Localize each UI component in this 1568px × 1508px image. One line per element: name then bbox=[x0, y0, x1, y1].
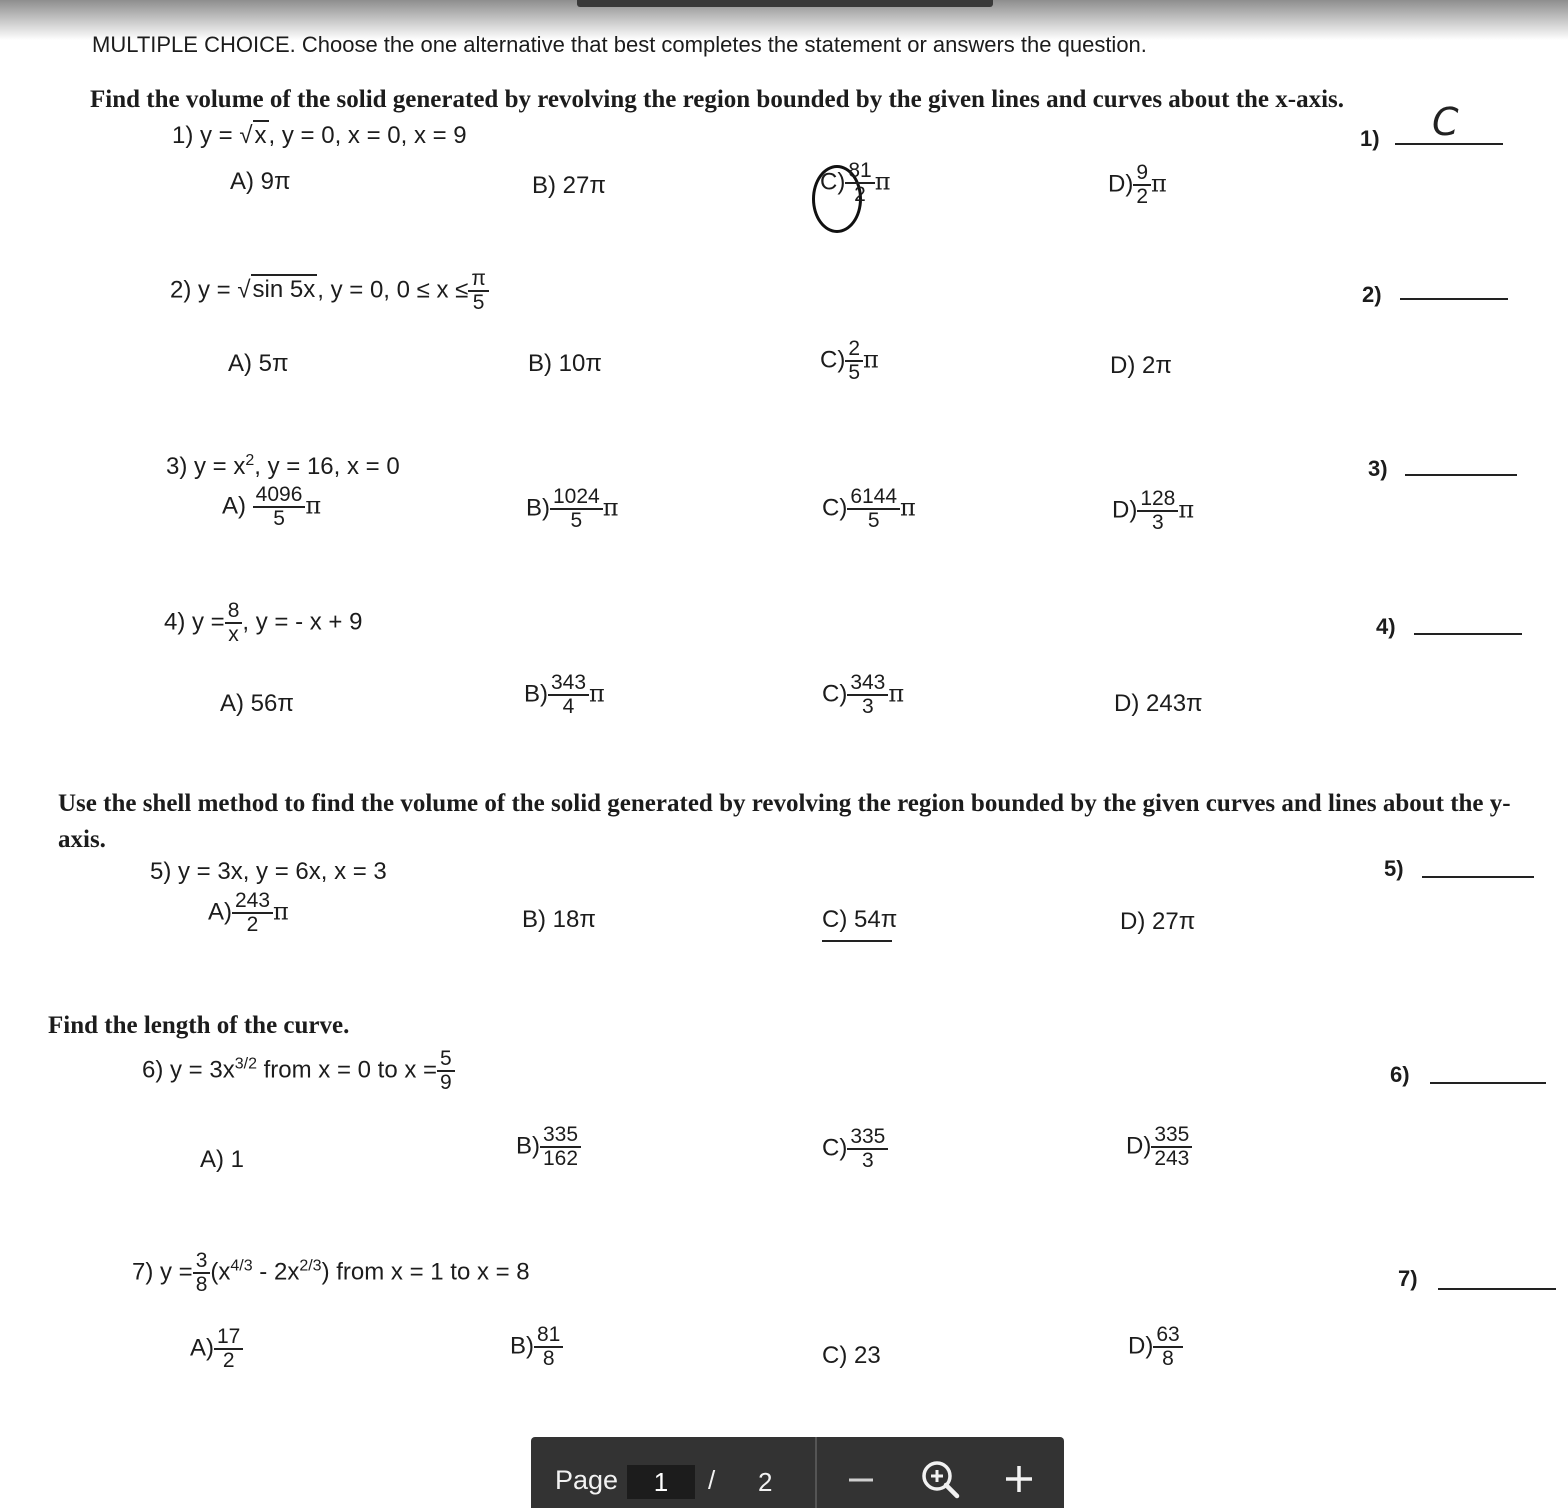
q1-option-d[interactable]: D) $\frac{9}{2}$ π bbox=[1108, 161, 1167, 209]
section-heading-shell-method: Use the shell method to find the volume of the solid generated by revolving the region bounded by the given curves and lines about the y-axis. bbox=[58, 790, 1511, 853]
answer-label-2: 2) bbox=[1362, 282, 1382, 307]
q4-option-b[interactable]: B) $\frac{343}{4}$ π bbox=[524, 671, 605, 719]
q6-option-c[interactable]: C) $\frac{335}{3}$ bbox=[822, 1126, 888, 1172]
q1-option-a[interactable]: A) 9π bbox=[230, 168, 291, 195]
q2-option-a[interactable]: A) 5π bbox=[228, 350, 289, 377]
q2-option-d[interactable]: D) 2π bbox=[1110, 352, 1172, 379]
handwritten-underline bbox=[822, 940, 892, 942]
q5-option-b[interactable]: B) 18π bbox=[522, 906, 596, 933]
section-heading-curve-length: Find the length of the curve. bbox=[48, 1012, 350, 1039]
answer-label-3: 3) bbox=[1368, 456, 1388, 481]
q5-option-d[interactable]: D) 27π bbox=[1120, 908, 1196, 935]
zoom-in-icon[interactable] bbox=[917, 1455, 963, 1501]
q7-option-c[interactable]: C) 23 bbox=[822, 1342, 881, 1369]
question-6: 6) $y = 3x^{3/2}$ from x = 0 to x = $\frac{5}{9}$ bbox=[142, 1048, 455, 1094]
pdf-page-toolbar bbox=[531, 1437, 1064, 1508]
q5-option-c[interactable]: C) 54π bbox=[822, 906, 898, 933]
q1-option-b[interactable]: B) 27π bbox=[532, 172, 606, 199]
q6-option-a[interactable]: A) 1 bbox=[200, 1146, 245, 1173]
section-heading-volume-x-axis: Find the volume of the solid generated by revolving the region bounded by the given lines and curves about the x-axis. bbox=[90, 86, 1345, 113]
q3-option-b[interactable]: B) $\frac{1024}{5}$ π bbox=[526, 485, 619, 533]
q2-option-b[interactable]: B) 10π bbox=[528, 350, 602, 377]
q7-option-d[interactable]: D) $\frac{63}{8}$ bbox=[1128, 1324, 1183, 1370]
handwritten-answer-1: C bbox=[1432, 100, 1459, 144]
q4-option-c[interactable]: C) $\frac{343}{3}$ π bbox=[822, 671, 905, 719]
page-separator: / bbox=[708, 1465, 716, 1495]
q6-option-b[interactable]: B) $\frac{335}{162}$ bbox=[516, 1124, 581, 1170]
answer-label-6: 6) bbox=[1390, 1062, 1410, 1087]
answer-blank-6[interactable] bbox=[1430, 1082, 1546, 1084]
answer-blank-2[interactable] bbox=[1400, 298, 1508, 300]
answer-blank-4[interactable] bbox=[1414, 633, 1522, 635]
q7-option-a[interactable]: A) $\frac{17}{2}$ bbox=[190, 1326, 243, 1372]
question-7: 7) y = $\frac{3}{8}$ $(x^{4/3} - 2x^{2/3})$ from x = 1 to x = 8 bbox=[132, 1249, 530, 1297]
answer-label-4: 4) bbox=[1376, 614, 1396, 639]
q3-option-d[interactable]: D) $\frac{128}{3}$ π bbox=[1112, 487, 1195, 535]
q6-option-d[interactable]: D) $\frac{335}{243}$ bbox=[1126, 1124, 1192, 1170]
answer-label-7: 7) bbox=[1398, 1266, 1418, 1291]
question-5: 5) y = 3x, y = 6x, x = 3 bbox=[150, 858, 387, 885]
scrollbar-thumb[interactable] bbox=[577, 0, 993, 7]
answer-label-5: 5) bbox=[1384, 856, 1404, 881]
answer-label-1: 1) bbox=[1360, 126, 1380, 151]
instructions-header: MULTIPLE CHOICE. Choose the one alternative that best completes the statement or answers the question. bbox=[92, 32, 1147, 57]
minus-icon[interactable] bbox=[837, 1455, 883, 1501]
question-2: 2) y = √sin 5x, y = 0, 0 ≤ x ≤ $\frac{\pi}{5}$ bbox=[170, 268, 489, 314]
plus-icon[interactable] bbox=[997, 1455, 1043, 1501]
question-4: 4) y = $\frac{8}{x}$ , y = - x + 9 bbox=[164, 599, 363, 647]
answer-blank-7[interactable] bbox=[1438, 1288, 1556, 1290]
page-label: Page bbox=[555, 1465, 619, 1495]
page-number-input[interactable]: 1 bbox=[627, 1465, 695, 1499]
question-1: 1) y = √x, y = 0, x = 0, x = 9 bbox=[172, 122, 467, 149]
q4-option-d[interactable]: D) 243π bbox=[1114, 690, 1203, 717]
q7-option-b[interactable]: B) $\frac{81}{8}$ bbox=[510, 1324, 563, 1370]
total-pages: 2 bbox=[758, 1467, 773, 1497]
q4-option-a[interactable]: A) 56π bbox=[220, 690, 294, 717]
q3-option-c[interactable]: C) $\frac{6144}{5}$ π bbox=[822, 485, 916, 533]
answer-blank-5[interactable] bbox=[1422, 876, 1534, 878]
question-3: 3) $y = x^2$, y = 16, x = 0 bbox=[166, 452, 400, 480]
answer-blank-3[interactable] bbox=[1405, 474, 1517, 476]
q3-option-a[interactable]: A) $\frac{4096}{5}$ π bbox=[222, 483, 322, 531]
q2-option-c[interactable]: C) $\frac{2}{5}$ π bbox=[820, 337, 879, 385]
q1-option-c[interactable]: C) $\frac{81}{2}$ π bbox=[820, 159, 891, 207]
toolbar-divider bbox=[815, 1437, 817, 1508]
q5-option-a[interactable]: A) $\frac{243}{2}$ π bbox=[208, 889, 289, 937]
